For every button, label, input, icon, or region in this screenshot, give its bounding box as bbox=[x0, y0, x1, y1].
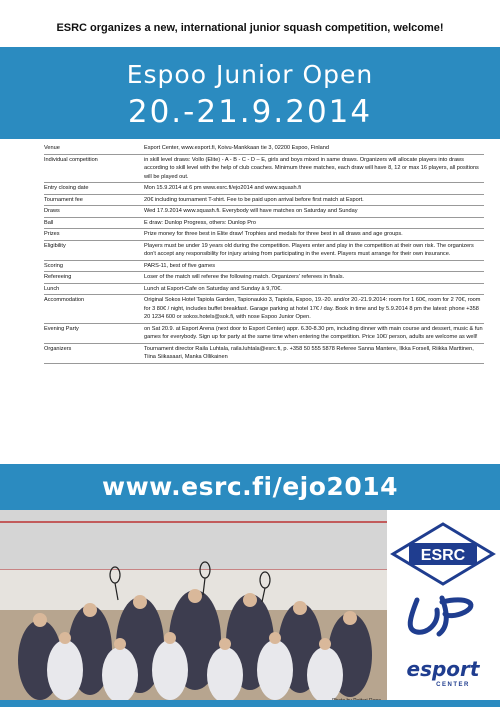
url-banner bbox=[0, 464, 500, 510]
info-row bbox=[44, 206, 484, 218]
swoosh-logo-icon bbox=[387, 590, 500, 640]
bottom-band bbox=[0, 700, 500, 707]
info-row bbox=[44, 324, 484, 344]
esrc-logo-text: ESRC bbox=[420, 547, 466, 564]
info-value: Original Sokos Hotel Tapiola Garden, Tapionaukio 3, Tapiola, Espoo, 19.-20. and/or 20.-21.9.2014: room for 1 60€, room for 2 70€, room for 3 80€ / night, includes buffet breakfast. Garage parking at hotel 17€ / day. Book in time and by 5.9.2014 8 pm the latest: phone +358 20 1234 600 or sokos.hotels@sok.fi, with nose Espoo Junior Open. bbox=[144, 297, 481, 320]
info-key: Lunch bbox=[44, 285, 60, 292]
info-row bbox=[44, 295, 484, 324]
info-value: E draw: Dunlop Progress, others: Dunlop Pro bbox=[144, 219, 256, 226]
info-key: Evening Party bbox=[44, 325, 79, 332]
info-table bbox=[44, 143, 484, 364]
event-title: Espoo Junior Open bbox=[126, 60, 374, 89]
info-value: Esport Center, www.esport.fi, Koivu-Mankkaan tie 3, 02200 Espoo, Finland bbox=[144, 145, 330, 151]
info-key: Venue bbox=[44, 145, 60, 151]
esport-logo-text: esport bbox=[406, 657, 480, 681]
info-row bbox=[44, 218, 484, 230]
esport-logo-subtext: CENTER bbox=[436, 682, 470, 688]
info-row bbox=[44, 261, 484, 273]
intro-text: ESRC organizes a new, international junior squash competition, welcome! bbox=[56, 22, 444, 34]
info-row bbox=[44, 272, 484, 284]
info-value: 20€ including tournament T-shirt. Fee to be paid upon arrival before first match at Esport. bbox=[144, 196, 364, 203]
group-photo bbox=[0, 510, 387, 707]
info-row bbox=[44, 229, 484, 241]
info-row bbox=[44, 195, 484, 207]
info-key: Prizes bbox=[44, 231, 60, 237]
info-value: Tournament director Raila Luhtala, raila.luhtala@esrc.fi, p. +358 50 555 5878 Referee Sanna Mantere, Ilkka Forsell, Riikka Marttinen, Tiina Siikasaari, Manka Ollikainen bbox=[144, 345, 474, 360]
event-url-link[interactable]: www.esrc.fi/ejo2014 bbox=[101, 472, 399, 501]
info-key: Individual competition bbox=[44, 156, 98, 163]
title-banner bbox=[0, 47, 500, 139]
sponsor-logos bbox=[387, 510, 500, 707]
group-photo-illustration bbox=[0, 510, 387, 707]
info-value: PARS-11, best of five games bbox=[144, 262, 215, 269]
info-value: Loser of the match will referee the following match. Organizers' referees in finals. bbox=[144, 274, 345, 280]
info-key: Accommodation bbox=[44, 297, 85, 303]
event-dates: 20.-21.9.2014 bbox=[127, 94, 373, 130]
info-value: Lunch at Esport-Cafe on Saturday and Sunday à 9,70€. bbox=[144, 285, 282, 292]
esport-center-logo bbox=[387, 650, 500, 700]
info-key: Tournament fee bbox=[44, 196, 83, 203]
info-value: Players must be under 19 years old during the competition. Players enter and play in the competition at their own risk. The organizers don't accept any responsibility for injury arising from participating in the event. Players must arrange for their own insurance. bbox=[144, 242, 474, 257]
info-row bbox=[44, 183, 484, 195]
info-value: Wed 17.9.2014 www.squash.fi. Everybody will have matches on Saturday and Sunday bbox=[144, 208, 358, 214]
info-value: Prize money for three best in Elite draw! Trophies and medals for three best in all draws and age groups. bbox=[144, 231, 403, 237]
info-key: Scoring bbox=[44, 262, 63, 269]
info-row bbox=[44, 284, 484, 296]
info-value: in skill level draws: Vollo (Elite) - A - B - C - D – E, girls and boys mixed in same draws. Organizers will allocate players into draws according to skill level with the help of club coaches. Minimum three matches, each draw will have 8, 12 or max 16 players, all positions will be played out. bbox=[144, 156, 479, 180]
info-row bbox=[44, 143, 484, 155]
info-row bbox=[44, 155, 484, 184]
info-row bbox=[44, 344, 484, 364]
info-key: Draws bbox=[44, 208, 60, 214]
info-value: on Sat 20.9. at Esport Arena (next door to Esport Center) appr. 6.30-8.30 pm, including dinner with main course and dessert, music & fun games for everybody. Sign up for party at the same time when entering the competition. Price 10€/ person, adults are welcome as well! bbox=[144, 325, 483, 340]
info-value: Mon 15.9.2014 at 6 pm www.esrc.fi/ejo2014 and www.squash.fi bbox=[144, 185, 302, 191]
info-key: Organizers bbox=[44, 345, 72, 352]
info-key: Entry closing date bbox=[44, 185, 89, 191]
info-key: Refereeing bbox=[44, 274, 72, 280]
info-row bbox=[44, 241, 484, 261]
info-key: Eligibility bbox=[44, 242, 66, 249]
info-key: Ball bbox=[44, 219, 54, 226]
esrc-logo bbox=[387, 520, 500, 590]
